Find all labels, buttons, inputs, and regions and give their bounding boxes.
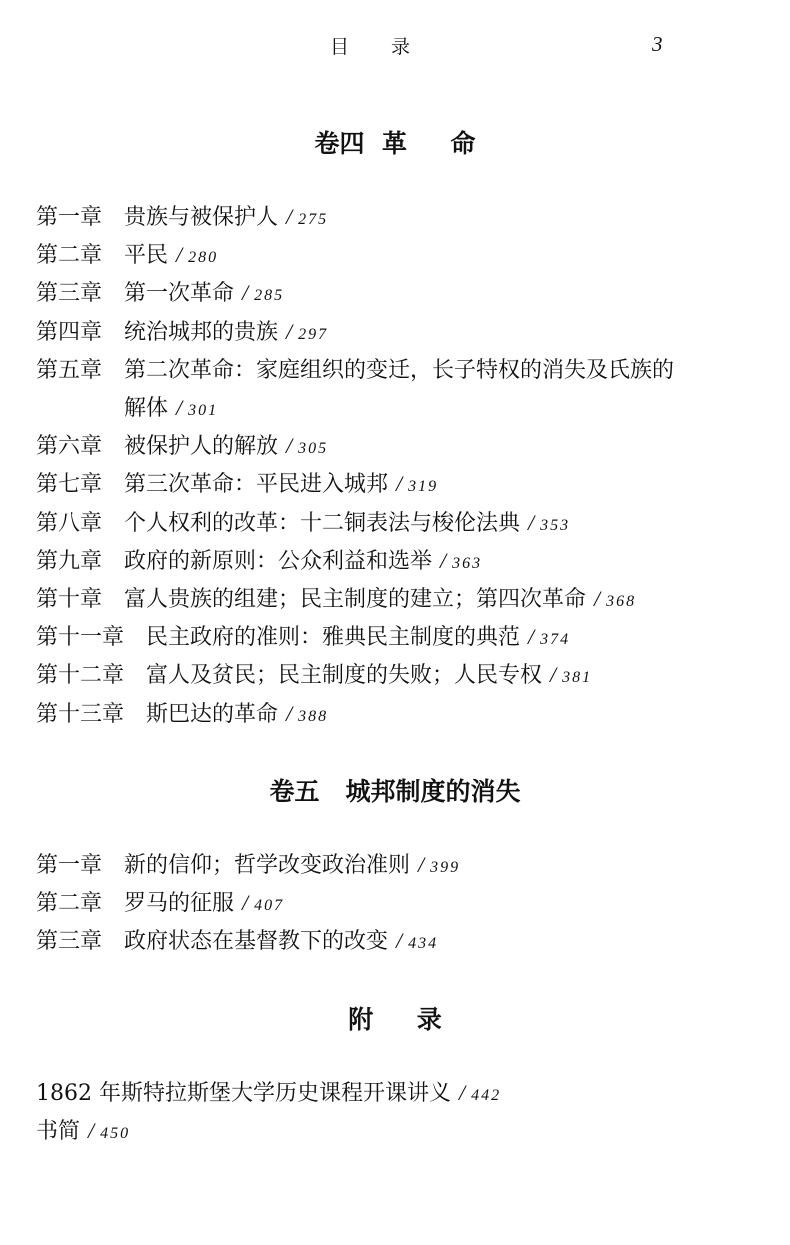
page-ref: 319: [408, 478, 439, 496]
chapter-title-text: 斯巴达的革命: [146, 701, 279, 727]
page-ref: 442: [471, 1087, 502, 1104]
chapter-title: [146, 620, 570, 651]
page-separator: /: [418, 852, 425, 877]
page-ref: 280: [188, 249, 219, 267]
chapter-label: 第四章: [36, 319, 103, 345]
chapter-label: 第一章: [36, 853, 103, 878]
page-ref: 301: [188, 402, 219, 419]
page-separator: /: [550, 662, 557, 688]
chapter-title-text: 第二次革命：家庭组织的变迁，长子特权的消失及氏族的: [124, 357, 675, 383]
chapter-label: 第十一章: [36, 625, 125, 651]
chapter-title: [124, 238, 218, 269]
chapter-title-text: 贵族与被保护人: [124, 205, 279, 230]
page-ref: 305: [298, 440, 329, 458]
page-separator: /: [176, 242, 183, 268]
chapter-title-text: 民主政府的准则：雅典民主制度的典范: [146, 625, 521, 651]
page-separator: /: [88, 1118, 95, 1144]
chapter-title: [124, 467, 438, 498]
chapter-title-text: 政府的新原则：公众利益和选举: [124, 548, 433, 574]
chapter-label: 第六章: [36, 434, 103, 460]
page-separator: /: [458, 1080, 466, 1105]
chapter-title: [124, 353, 674, 384]
page-separator: /: [528, 624, 535, 650]
page-separator: /: [286, 700, 293, 726]
page-ref: 388: [298, 707, 329, 725]
chapter-label: 第三章: [36, 281, 103, 307]
chapter-title-text: 统治城邦的贵族: [124, 319, 279, 345]
page-separator: /: [594, 586, 601, 611]
page-ref: 399: [430, 859, 461, 876]
page-ref: 368: [606, 593, 637, 610]
toc-entry: [36, 467, 439, 498]
chapter-title: [124, 886, 284, 917]
chapter-title: [124, 276, 284, 307]
page-ref: 363: [452, 554, 483, 572]
chapter-label: 第三章: [36, 929, 103, 955]
page-ref: 353: [540, 516, 571, 534]
chapter-title-text: 平民: [124, 243, 169, 269]
toc-entry: [36, 506, 571, 537]
chapter-title-text: 解体: [124, 396, 169, 421]
chapter-title: [146, 697, 328, 728]
chapter-title: [124, 429, 328, 460]
chapter-title: [124, 506, 570, 537]
toc-entry: [36, 544, 483, 575]
page-separator: /: [528, 509, 535, 535]
chapter-label: 第七章: [36, 472, 103, 498]
chapter-title: [124, 544, 482, 575]
chapter-label: 第二章: [36, 891, 103, 917]
chapter-title: [124, 848, 460, 879]
chapter-title: [124, 924, 438, 955]
chapter-title-text: 书简: [36, 1119, 81, 1145]
section-title-appendix: 附 录: [348, 1005, 442, 1034]
running-header: [0, 32, 790, 62]
chapter-label: 第八章: [36, 510, 103, 536]
chapter-label: 第十三章: [36, 701, 125, 727]
chapter-title: [124, 200, 328, 231]
toc-entry: [36, 238, 219, 269]
toc-entry: [36, 582, 637, 613]
chapter-title-text: 第三次革命：平民进入城邦: [124, 472, 389, 498]
chapter-title: [124, 315, 328, 346]
chapter-label: 第二章: [36, 243, 103, 269]
toc-entry: [36, 429, 329, 460]
page-separator: /: [242, 280, 249, 306]
page-ref: 434: [408, 935, 439, 953]
running-title: 目 录: [330, 36, 429, 58]
chapter-title: [36, 1114, 130, 1145]
page-ref: 275: [298, 211, 329, 228]
page-separator: /: [242, 890, 249, 916]
toc-entry: [36, 276, 285, 307]
page-number: 3: [652, 32, 663, 56]
page-ref: 374: [540, 631, 571, 649]
chapter-label: 第十章: [36, 587, 103, 612]
toc-entry: [36, 353, 675, 384]
chapter-title: [36, 1076, 501, 1107]
toc-entry: [36, 315, 329, 346]
chapter-title-text: 富人贵族的组建；民主制度的建立；第四次革命: [124, 587, 587, 612]
chapter-title-text: 富人及贫民；民主制度的失败；人民专权: [146, 663, 543, 689]
chapter-label: 第一章: [36, 205, 103, 230]
chapter-title-text: 新的信仰；哲学改变政治准则: [124, 853, 411, 878]
page-ref: 285: [254, 287, 285, 305]
chapter-title-text: 政府状态在基督教下的改变: [124, 929, 389, 955]
page-ref: 297: [298, 325, 329, 343]
page-separator: /: [286, 318, 293, 344]
page-ref: 407: [254, 897, 285, 915]
toc-entry: [36, 620, 571, 651]
toc-entry: [36, 924, 439, 955]
chapter-label: 第十二章: [36, 663, 125, 689]
page-separator: /: [286, 204, 293, 229]
chapter-title-text: 个人权利的改革：十二铜表法与梭伦法典: [124, 510, 521, 536]
chapter-title: [146, 658, 592, 689]
section-title-vol5: 卷五 城邦制度的消失: [269, 777, 521, 806]
page-separator: /: [396, 928, 403, 954]
chapter-label: 第九章: [36, 548, 103, 574]
toc-entry: [36, 697, 329, 728]
toc-entry: [36, 848, 461, 879]
chapter-title: [124, 391, 218, 422]
toc-entry: [36, 886, 285, 917]
page-ref: 381: [562, 669, 593, 687]
page-separator: /: [176, 395, 183, 420]
toc-entry: [36, 658, 593, 689]
chapter-title-text: 罗马的征服: [124, 891, 235, 917]
toc-entry: [36, 200, 329, 231]
chapter-title-text: 被保护人的解放: [124, 434, 279, 460]
page-separator: /: [286, 433, 293, 459]
chapter-title-text: 1862 年斯特拉斯堡大学历史课程开课讲义: [36, 1081, 451, 1106]
page-separator: /: [396, 471, 403, 497]
chapter-label: 第五章: [36, 357, 103, 383]
page-separator: /: [440, 547, 447, 573]
page-ref: 450: [100, 1125, 131, 1143]
chapter-title-text: 第一次革命: [124, 281, 235, 307]
chapter-title: [124, 582, 636, 613]
section-title-vol4: 卷四 革 命: [314, 129, 476, 158]
